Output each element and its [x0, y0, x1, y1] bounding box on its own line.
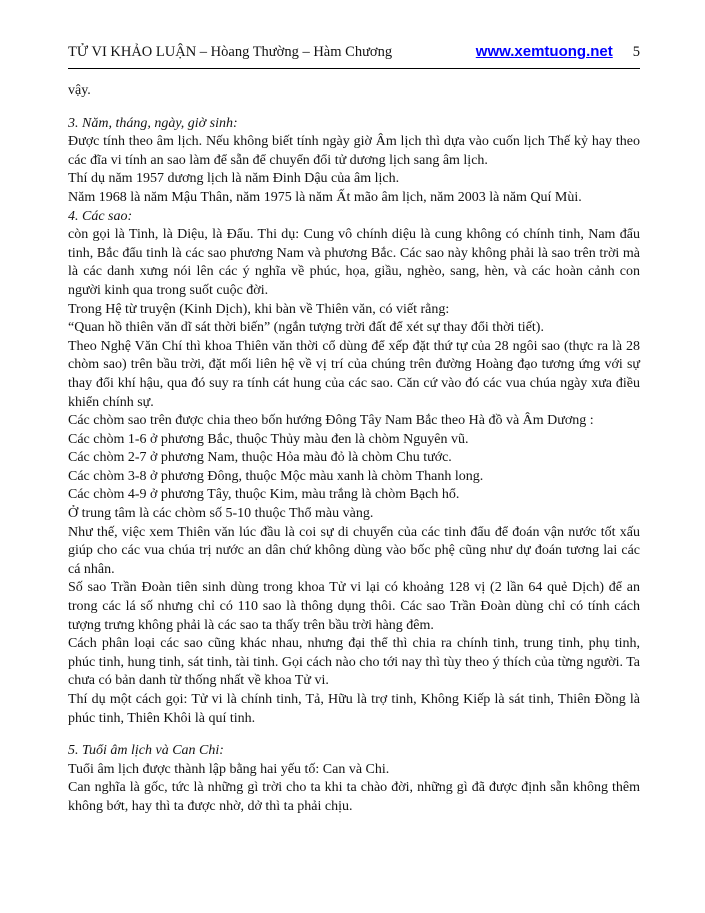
paragraph: Thí dụ một cách gọi: Tử vi là chính tinh, Tả, Hữu là trợ tinh, Không Kiếp là sát tinh, Thiên Đồng là phúc tinh, Thiên Khôi là quí tinh. [68, 692, 640, 726]
paragraph: Các chòm 3-8 ở phương Đông, thuộc Mộc màu xanh là chòm Thanh long. [68, 468, 484, 484]
page-number: 5 [632, 44, 640, 60]
paragraph: Các chòm 2-7 ở phương Nam, thuộc Hỏa màu đỏ là chòm Chu tước. [68, 450, 452, 466]
paragraph: Các chòm 4-9 ở phương Tây, thuộc Kim, màu trắng là chòm Bạch hổ. [68, 487, 460, 503]
paragraph: Các chòm sao trên được chia theo bốn hướng Đông Tây Nam Bắc theo Hà đồ và Âm Dương : [68, 413, 594, 429]
paragraph: Được tính theo âm lịch. Nếu không biết tính ngày giờ Âm lịch thì dựa vào cuốn lịch Thế kỷ hay theo các đĩa vi tính an sao làm để sẵn để chuyển đổi tử dương lịch sang âm lịch. [68, 134, 640, 168]
header-title: TỬ VI KHẢO LUẬN – Hòang Thường – Hàm Chương [68, 44, 393, 60]
paragraph: Năm 1968 là năm Mậu Thân, năm 1975 là năm Ất mão âm lịch, năm 2003 là năm Quí Mùi. [68, 189, 582, 205]
paragraph: Tuổi âm lịch được thành lập bằng hai yếu tố: Can và Chi. [68, 761, 390, 777]
paragraph: Số sao Trần Đoàn tiên sinh dùng trong khoa Tử vi lại có khoảng 128 vị (2 lần 64 quẻ Dịch) để an trong các lá số nhưng chỉ có 110 sao là thông dụng thôi. Các sao Trần Đoàn dùng chỉ có tính cách tượng trưng không phải là các sao ta thấy trên bầu trời hàng đêm. [68, 580, 640, 633]
paragraph: Ở trung tâm là các chòm số 5-10 thuộc Thổ màu vàng. [68, 506, 374, 522]
paragraph: Như thế, việc xem Thiên văn lúc đầu là coi sự di chuyển của các tinh đẩu để đoán vận nước tốt xấu giúp cho các vua chúa trị nước an dân chứ không dùng vào bốc phệ cũng như dự đoán tương lai các cá nhân. [68, 524, 640, 577]
header-rule [68, 68, 640, 69]
section-heading: 3. Năm, tháng, ngày, giờ sinh: [68, 115, 238, 131]
paragraph: Can nghĩa là gốc, tức là những gì trời cho ta khi ta chào đời, những gì đã được định sẵn không thêm không bớt, hay thì ta được nhờ, dở thì ta phải chịu. [68, 780, 640, 814]
paragraph: Theo Nghệ Văn Chí thì khoa Thiên văn thời cổ dùng để xếp đặt thứ tự của 28 ngôi sao (thực ra là 28 chòm sao) trên bầu trời, đặt mối liên hệ về vị trí của chúng trên đường Hoàng đạo tương ứng với sự thay đổi khí hậu, qua đó suy ra tính cát hung của các sao. Căn cứ vào đó các vua chúa ngày xưa điều khiển chính sự. [68, 338, 640, 410]
document-body [68, 82, 640, 817]
blank-line [68, 728, 640, 742]
paragraph: Cách phân loại các sao cũng khác nhau, nhưng đại thể thì chia ra chính tinh, trung tinh, phụ tinh, phúc tinh, hung tinh, sát tinh, tài tinh. Gọi cách nào cho tới nay thì tùy theo ý thích của từng người. Ta chưa có bản danh từ thống nhất về khoa Tử vi. [68, 636, 640, 689]
paragraph: Thí dụ năm 1957 dương lịch là năm Đinh Dậu của âm lịch. [68, 171, 400, 187]
page-header [68, 0, 640, 61]
header-link[interactable]: www.xemtuong.net [475, 43, 613, 60]
blank-line [68, 101, 640, 115]
section-heading: 5. Tuổi âm lịch và Can Chi: [68, 743, 224, 759]
paragraph: còn gọi là Tinh, là Diệu, là Đẩu. Thi dụ: Cung vô chính diệu là cung không có chính tinh, Nam đẩu tinh, Bắc đẩu tinh là các sao phương Nam và phương Bắc. Các sao này không phải là sao trên trời mà là các danh xưng nói lên các ý nghĩa về phúc, họa, giầu, nghèo, sang, hèn, và các hoàn cảnh con người kinh qua trong suốt cuộc đời. [68, 227, 640, 298]
section-heading: 4. Các sao: [68, 208, 133, 224]
paragraph: “Quan hồ thiên văn dĩ sát thời biến” (ngắn tượng trời đất để xét sự thay đổi thời tiết). [68, 320, 544, 336]
paragraph: vậy. [68, 83, 91, 98]
paragraph: Các chòm 1-6 ở phương Bắc, thuộc Thủy màu đen là chòm Nguyên vũ. [68, 431, 469, 447]
paragraph: Trong Hệ từ truyện (Kinh Dịch), khi bàn về Thiên văn, có viết rằng: [68, 301, 450, 317]
